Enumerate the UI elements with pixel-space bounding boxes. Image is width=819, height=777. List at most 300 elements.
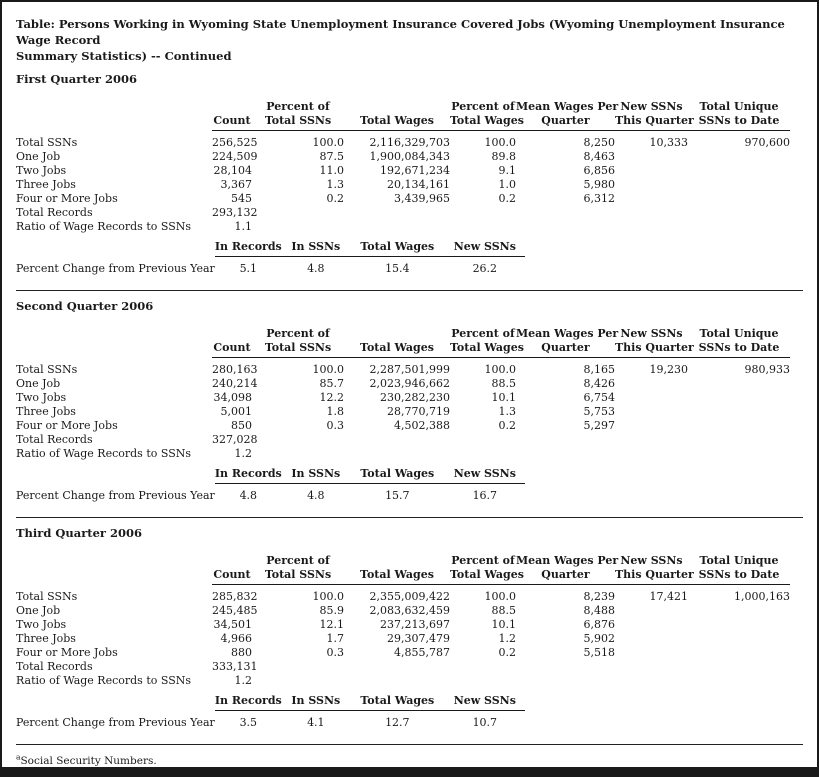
cell-value (688, 604, 790, 618)
header-row-line1 (16, 327, 790, 341)
column-header (344, 327, 450, 341)
quarter-section-3 (16, 526, 803, 745)
cell-value: 34,098 (213, 391, 252, 404)
quarter-heading: Second Quarter 2006 (16, 299, 154, 313)
row-label: Two Jobs (16, 164, 67, 177)
cell-value (344, 660, 450, 674)
column-header (212, 100, 252, 114)
wage-summary-table (16, 554, 790, 688)
cell-value (450, 660, 516, 674)
table-row (16, 257, 525, 277)
cell-value: 1.7 (326, 632, 344, 645)
cell-value: 327,028 (212, 433, 258, 446)
column-header: This Quarter (615, 568, 688, 585)
table-row (16, 419, 790, 433)
column-header: Percent of (451, 554, 515, 567)
table-row (16, 358, 790, 378)
cell-value: 980,933 (744, 363, 790, 376)
cell-value (516, 660, 615, 674)
cell-value: 4,855,787 (394, 646, 450, 659)
header-spacer-cell (16, 568, 212, 585)
cell-value: 26.2 (472, 262, 498, 275)
cell-value (252, 220, 344, 234)
cell-value (688, 660, 790, 674)
cell-value (615, 674, 688, 688)
cell-value (516, 220, 615, 234)
column-header: New SSNs (620, 554, 683, 567)
cell-value (615, 646, 688, 660)
cell-value (615, 192, 688, 206)
cell-value (688, 447, 790, 461)
cell-value (252, 206, 344, 220)
column-header: Total Wages (344, 341, 450, 358)
cell-value (252, 660, 344, 674)
column-header: Total Wages (450, 114, 516, 131)
cell-value (615, 178, 688, 192)
cell-value: 8,165 (583, 363, 615, 376)
cell-value: 10.1 (491, 618, 516, 631)
column-header: Total SSNs (252, 568, 344, 585)
footnote-marker: a (16, 752, 21, 762)
column-header: This Quarter (615, 341, 688, 358)
change-table-body (16, 257, 525, 277)
change-header-row (16, 240, 525, 257)
cell-value: 0.3 (326, 646, 344, 659)
column-header: New SSNs (620, 327, 683, 340)
page-title-line2: Summary Statistics) -- Continued (16, 49, 232, 63)
cell-value: 245,485 (212, 604, 258, 617)
column-header: Percent of (266, 327, 330, 340)
cell-value: 545 (231, 192, 252, 205)
column-header: SSNs to Date (688, 568, 790, 585)
cell-value (688, 206, 790, 220)
cell-value: 100.0 (312, 590, 344, 603)
header-row-line2 (16, 341, 790, 358)
table-row (16, 618, 790, 632)
column-header: Quarter (516, 568, 615, 585)
column-header: Total Unique (699, 100, 779, 113)
cell-value: 100.0 (312, 136, 344, 149)
cell-value: 192,671,234 (380, 164, 450, 177)
cell-value (688, 192, 790, 206)
column-header: SSNs to Date (688, 341, 790, 358)
cell-value (615, 164, 688, 178)
cell-value: 20,134,161 (387, 178, 450, 191)
column-header: Mean Wages Per (516, 554, 619, 567)
section-separator (16, 744, 803, 745)
cell-value (615, 618, 688, 632)
table-row (16, 585, 790, 605)
cell-value: 10,333 (649, 136, 688, 149)
column-header: Total Wages (450, 568, 516, 585)
cell-value: 4,502,388 (394, 419, 450, 432)
column-header: In SSNs (282, 694, 350, 711)
table-row (16, 646, 790, 660)
cell-value: 3,439,965 (394, 192, 450, 205)
cell-value (252, 674, 344, 688)
column-header: Total Unique (699, 554, 779, 567)
table-row (16, 164, 790, 178)
header-spacer-cell (16, 100, 212, 114)
table-row (16, 405, 790, 419)
cell-value: 88.5 (491, 604, 516, 617)
cell-value: 1,900,084,343 (369, 150, 450, 163)
cell-value: 1.0 (498, 178, 516, 191)
cell-value (615, 405, 688, 419)
cell-value: 8,488 (583, 604, 615, 617)
cell-value: 12.7 (385, 716, 410, 729)
cell-value: 12.1 (319, 618, 344, 631)
percent-change-table (16, 694, 525, 730)
header-spacer-cell (16, 554, 212, 568)
quarter-section-1 (16, 72, 803, 291)
cell-value: 237,213,697 (380, 618, 450, 631)
cell-value: 1,000,163 (734, 590, 790, 603)
row-label: Ratio of Wage Records to SSNs (16, 447, 192, 460)
cell-value: 1.2 (498, 632, 516, 645)
column-header: Mean Wages Per (516, 100, 619, 113)
column-header: New SSNs (445, 694, 525, 711)
cell-value (252, 447, 344, 461)
cell-value (615, 391, 688, 405)
column-header: Percent of (451, 327, 515, 340)
cell-value: 1.3 (326, 178, 344, 191)
cell-value: 1.3 (498, 405, 516, 418)
cell-value: 100.0 (484, 363, 516, 376)
row-label: Ratio of Wage Records to SSNs (16, 674, 192, 687)
column-header: In Records (215, 694, 282, 711)
header-spacer-cell (16, 467, 215, 484)
cell-value (516, 206, 615, 220)
cell-value (615, 660, 688, 674)
column-header: In Records (215, 467, 282, 484)
table-row (16, 660, 790, 674)
table-row (16, 674, 790, 688)
column-header (212, 327, 252, 341)
column-header: Total Wages (450, 341, 516, 358)
cell-value: 0.2 (326, 192, 344, 205)
cell-value (688, 164, 790, 178)
cell-value: 4.1 (307, 716, 325, 729)
cell-value: 3.5 (239, 716, 258, 729)
column-header: Total Wages (344, 568, 450, 585)
cell-value: 5.1 (239, 262, 258, 275)
cell-value: 2,083,632,459 (369, 604, 450, 617)
row-label: Percent Change from Previous Year (16, 715, 215, 729)
table-row (16, 178, 790, 192)
column-header: Quarter (516, 341, 615, 358)
table-row (16, 632, 790, 646)
cell-value: 85.9 (319, 604, 344, 617)
change-table-header (16, 694, 525, 711)
cell-value: 28,104 (213, 164, 252, 177)
cell-value (450, 206, 516, 220)
cell-value (615, 377, 688, 391)
footnote-text: Social Security Numbers. (20, 755, 157, 767)
cell-value: 85.7 (319, 377, 344, 390)
row-label: Total Records (16, 433, 93, 446)
table-row (16, 131, 790, 151)
cell-value: 256,525 (212, 136, 258, 149)
cell-value (615, 206, 688, 220)
cell-value: 15.7 (385, 489, 410, 502)
cell-value (615, 447, 688, 461)
row-label: Ratio of Wage Records to SSNs (16, 220, 192, 233)
page-title-line1: Table: Persons Working in Wyoming State Unemployment Insurance Covered Jobs (Wyoming Unemployment Insurance Wage Record (16, 17, 785, 47)
cell-value (615, 419, 688, 433)
column-header: Count (212, 114, 252, 131)
table-row (16, 484, 525, 504)
table-row (16, 433, 790, 447)
header-spacer-cell (16, 341, 212, 358)
row-label: Two Jobs (16, 618, 67, 631)
row-label: One Job (16, 377, 61, 390)
column-header: In SSNs (282, 240, 350, 257)
column-header: SSNs to Date (688, 114, 790, 131)
cell-value: 4,966 (220, 632, 252, 645)
cell-value: 0.2 (498, 646, 516, 659)
row-label: Four or More Jobs (16, 419, 118, 432)
column-header: Total Wages (350, 240, 445, 257)
cell-value: 16.7 (472, 489, 498, 502)
row-label: Four or More Jobs (16, 646, 118, 659)
table-row (16, 377, 790, 391)
change-header-row (16, 467, 525, 484)
cell-value (516, 447, 615, 461)
cell-value (688, 220, 790, 234)
cell-value: 5,980 (583, 178, 615, 191)
header-row-line1 (16, 100, 790, 114)
cell-value: 88.5 (491, 377, 516, 390)
cell-value: 285,832 (212, 590, 258, 603)
table-row (16, 711, 525, 731)
row-label: One Job (16, 150, 61, 163)
cell-value (344, 220, 450, 234)
cell-value (688, 632, 790, 646)
cell-value: 240,214 (212, 377, 258, 390)
cell-value (688, 674, 790, 688)
row-label: Three Jobs (16, 405, 76, 418)
cell-value: 8,463 (583, 150, 615, 163)
column-header: Total Wages (344, 114, 450, 131)
column-header: In Records (215, 240, 282, 257)
cell-value (615, 604, 688, 618)
column-header (344, 100, 450, 114)
header-row-line2 (16, 568, 790, 585)
page-title (16, 16, 803, 64)
column-header: Total Unique (699, 327, 779, 340)
column-header: Count (212, 568, 252, 585)
cell-value: 100.0 (484, 590, 516, 603)
cell-value: 5,297 (583, 419, 615, 432)
cell-value: 224,509 (212, 150, 258, 163)
cell-value: 10.7 (472, 716, 498, 729)
cell-value (615, 632, 688, 646)
table-header (16, 100, 790, 131)
cell-value: 6,754 (583, 391, 615, 404)
cell-value: 89.8 (491, 150, 516, 163)
cell-value (516, 674, 615, 688)
row-label: One Job (16, 604, 61, 617)
cell-value: 1.2 (234, 674, 252, 687)
table-row (16, 604, 790, 618)
cell-value (344, 206, 450, 220)
cell-value: 880 (231, 646, 252, 659)
cell-value: 29,307,479 (387, 632, 450, 645)
column-header: This Quarter (615, 114, 688, 131)
header-spacer-cell (16, 114, 212, 131)
row-label: Percent Change from Previous Year (16, 488, 215, 502)
cell-value: 6,312 (583, 192, 615, 205)
wage-summary-table (16, 100, 790, 234)
cell-value: 87.5 (319, 150, 344, 163)
column-header: New SSNs (445, 467, 525, 484)
cell-value: 8,426 (583, 377, 615, 390)
cell-value: 5,001 (220, 405, 252, 418)
column-header: Count (212, 341, 252, 358)
cell-value: 12.2 (319, 391, 344, 404)
cell-value: 5,902 (583, 632, 615, 645)
row-label: Two Jobs (16, 391, 67, 404)
cell-value: 1.8 (326, 405, 344, 418)
row-label: Total SSNs (16, 362, 78, 376)
column-header: Total Wages (350, 694, 445, 711)
cell-value (516, 433, 615, 447)
cell-value: 850 (231, 419, 252, 432)
percent-change-table (16, 240, 525, 276)
table-row (16, 150, 790, 164)
column-header: New SSNs (620, 100, 683, 113)
cell-value: 2,355,009,422 (369, 590, 450, 603)
column-header: Percent of (451, 100, 515, 113)
quarter-heading: Third Quarter 2006 (16, 526, 142, 540)
cell-value: 0.2 (498, 192, 516, 205)
column-header: New SSNs (445, 240, 525, 257)
cell-value (688, 419, 790, 433)
cell-value (450, 220, 516, 234)
column-header: Mean Wages Per (516, 327, 619, 340)
cell-value (615, 150, 688, 164)
cell-value (615, 433, 688, 447)
cell-value (688, 391, 790, 405)
footnote (16, 754, 803, 768)
header-row-line1 (16, 554, 790, 568)
column-header: Total SSNs (252, 341, 344, 358)
cell-value: 6,856 (583, 164, 615, 177)
column-header: Percent of (266, 100, 330, 113)
cell-value (344, 674, 450, 688)
column-header: Total Wages (350, 467, 445, 484)
table-header (16, 554, 790, 585)
wage-summary-table (16, 327, 790, 461)
row-label: Percent Change from Previous Year (16, 261, 215, 275)
cell-value (450, 433, 516, 447)
table-row (16, 447, 790, 461)
cell-value: 4.8 (307, 489, 325, 502)
cell-value (688, 646, 790, 660)
section-separator (16, 290, 803, 291)
cell-value: 333,131 (212, 660, 258, 673)
cell-value: 5,753 (583, 405, 615, 418)
table-body (16, 131, 790, 235)
section-separator (16, 517, 803, 518)
header-spacer-cell (16, 240, 215, 257)
row-label: Total SSNs (16, 589, 78, 603)
cell-value (688, 150, 790, 164)
column-header: Total SSNs (252, 114, 344, 131)
row-label: Three Jobs (16, 178, 76, 191)
cell-value: 8,250 (583, 136, 615, 149)
cell-value: 293,132 (212, 206, 258, 219)
cell-value: 6,876 (583, 618, 615, 631)
table-row (16, 206, 790, 220)
cell-value (688, 178, 790, 192)
cell-value: 11.0 (319, 164, 344, 177)
row-label: Total Records (16, 660, 93, 673)
cell-value: 17,421 (649, 590, 688, 603)
change-header-row (16, 694, 525, 711)
header-spacer-cell (16, 327, 212, 341)
cell-value: 2,287,501,999 (369, 363, 450, 376)
cell-value: 4.8 (239, 489, 258, 502)
table-row (16, 220, 790, 234)
table-body (16, 358, 790, 462)
cell-value (615, 220, 688, 234)
cell-value: 100.0 (484, 136, 516, 149)
cell-value: 280,163 (212, 363, 258, 376)
column-header (344, 554, 450, 568)
change-table-body (16, 484, 525, 504)
row-label: Total SSNs (16, 135, 78, 149)
cell-value: 19,230 (649, 363, 688, 376)
table-body (16, 585, 790, 689)
quarter-heading: First Quarter 2006 (16, 72, 137, 86)
change-table-body (16, 711, 525, 731)
cell-value: 4.8 (307, 262, 325, 275)
cell-value: 3,367 (220, 178, 252, 191)
cell-value: 15.4 (385, 262, 410, 275)
table-row (16, 391, 790, 405)
cell-value (450, 447, 516, 461)
header-row-line2 (16, 114, 790, 131)
cell-value: 9.1 (498, 164, 516, 177)
cell-value (344, 447, 450, 461)
quarter-section-2 (16, 299, 803, 518)
cell-value: 34,501 (213, 618, 252, 631)
row-label: Three Jobs (16, 632, 76, 645)
cell-value: 2,116,329,703 (369, 136, 450, 149)
cell-value: 1.1 (234, 220, 252, 233)
cell-value (688, 618, 790, 632)
cell-value (688, 377, 790, 391)
column-header (212, 554, 252, 568)
cell-value: 0.3 (326, 419, 344, 432)
cell-value: 1.2 (234, 447, 252, 460)
cell-value: 28,770,719 (387, 405, 450, 418)
table-row (16, 192, 790, 206)
change-table-header (16, 467, 525, 484)
cell-value: 100.0 (312, 363, 344, 376)
cell-value (252, 433, 344, 447)
cell-value: 5,518 (583, 646, 615, 659)
cell-value (450, 674, 516, 688)
column-header: Quarter (516, 114, 615, 131)
cell-value: 0.2 (498, 419, 516, 432)
cell-value: 10.1 (491, 391, 516, 404)
column-header: In SSNs (282, 467, 350, 484)
row-label: Four or More Jobs (16, 192, 118, 205)
column-header: Percent of (266, 554, 330, 567)
